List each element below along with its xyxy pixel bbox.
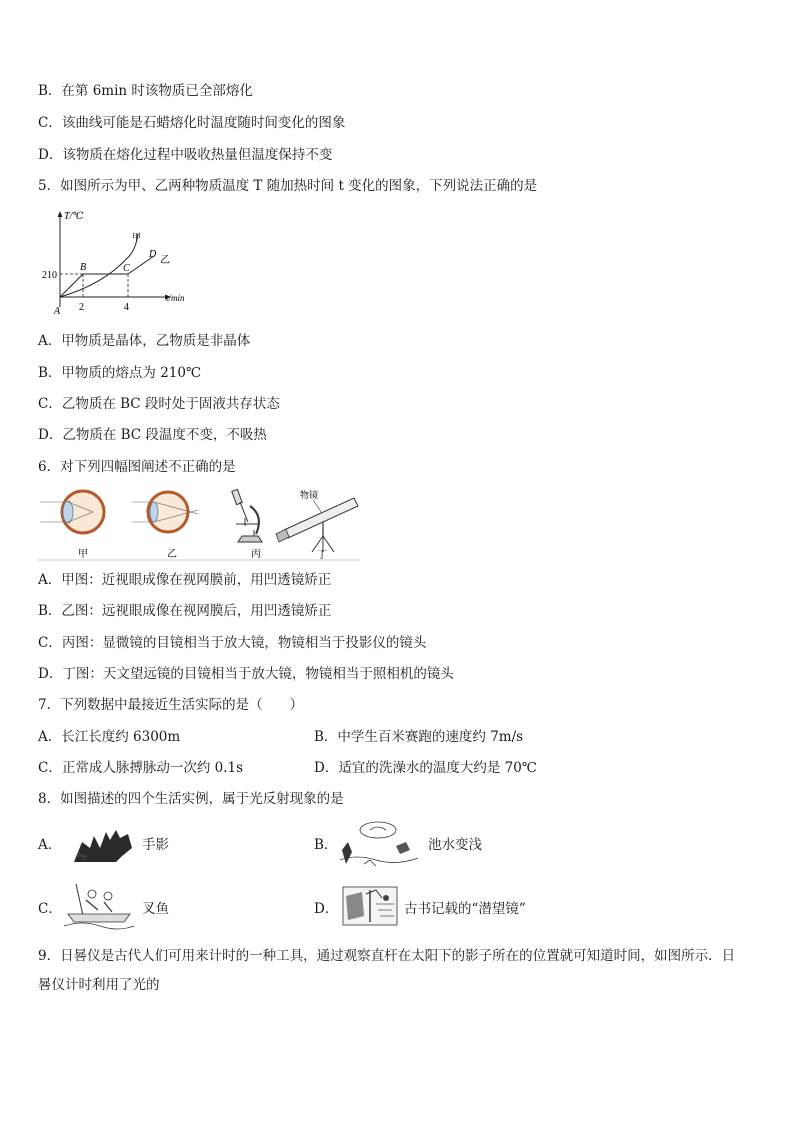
q6-option-a: A．甲图：近视眼成像在视网膜前，用凹透镜矫正: [38, 572, 332, 588]
q5-option-b: B．甲物质的熔点为 210℃: [38, 365, 202, 381]
q4-option-b: B．在第 6min 时该物质已全部熔化: [38, 83, 253, 99]
temperature-time-graph: [36, 204, 196, 316]
q4-option-c: C．该曲线可能是石蜡熔化时温度随时间变化的图象: [38, 115, 346, 131]
objective-lens-label: 物镜: [300, 490, 319, 500]
optics-figure-strip: [38, 486, 362, 562]
q4-option-d: D．该物质在熔化过程中吸收热量但温度保持不变: [38, 147, 333, 163]
hyperopia-eye-icon: [132, 492, 198, 532]
y-axis-label: T/℃: [64, 211, 84, 222]
q8-option-a-text: 手影: [142, 837, 169, 853]
point-a-label: A: [54, 306, 61, 316]
q7-option-a: A．长江长度约 6300m: [38, 729, 181, 745]
q8-option-d-text: 古书记载的“潜望镜”: [404, 901, 526, 917]
spear-fishing-picture-icon: [62, 880, 136, 930]
hand-shadow-picture-icon: [72, 826, 136, 864]
q5-stem: 5．如图所示为甲、乙两种物质温度 T 随加热时间 t 变化的图象，下列说法正确的是: [38, 178, 538, 194]
telescope-icon: [276, 489, 358, 552]
q9-stem-line1: 9．日晷仪是古代人们可用来计时的一种工具，通过观察直杆在太阳下的影子所在的位置就可知道时间，如图所示．日: [38, 948, 736, 964]
myopia-eye-icon: [40, 491, 104, 533]
q5-option-d: D．乙物质在 BC 段温度不变，不吸热: [38, 427, 267, 443]
x-tick-4: 4: [124, 302, 129, 313]
q5-option-a: A．甲物质是晶体，乙物质是非晶体: [38, 333, 251, 349]
microscope-icon: [232, 489, 262, 542]
pool-water-picture-icon: [336, 820, 422, 868]
q8-option-b-text: 池水变浅: [428, 837, 482, 853]
q7-option-d: D．适宜的洗澡水的温度大约是 70℃: [314, 760, 537, 776]
q6-stem: 6．对下列四幅图阐述不正确的是: [38, 459, 236, 475]
q8-option-c-letter: C．: [38, 901, 62, 917]
point-d-label: D: [149, 249, 157, 260]
q8-option-a-letter: A．: [38, 837, 62, 853]
series-yi-label: 乙: [160, 255, 170, 266]
fig6-label-yi: 乙: [167, 549, 177, 560]
fig6-label-ding: 丁: [317, 550, 327, 561]
q6-option-d: D．丁图：天文望远镜的目镜相当于放大镜，物镜相当于照相机的镜头: [38, 666, 454, 682]
q8-option-d-letter: D．: [314, 901, 339, 917]
ancient-periscope-picture-icon: [342, 886, 398, 926]
fig6-label-bing: 丙: [251, 549, 261, 560]
fig6-label-jia: 甲: [78, 549, 88, 560]
q6-option-c: C．丙图：显微镜的目镜相当于放大镜，物镜相当于投影仪的镜头: [38, 635, 427, 651]
series-jia-label: 甲: [132, 232, 142, 242]
q7-stem: 7．下列数据中最接近生活实际的是（ ）: [38, 697, 304, 713]
x-axis-label: t/min: [166, 293, 185, 303]
q5-option-c: C．乙物质在 BC 段时处于固液共存状态: [38, 396, 280, 412]
q9-stem-line2: 晷仪计时利用了光的: [38, 977, 160, 993]
point-b-label: B: [80, 262, 87, 273]
q8-option-b-letter: B．: [314, 837, 338, 853]
q6-option-b: B．乙图：远视眼成像在视网膜后，用凹透镜矫正: [38, 603, 332, 619]
q8-stem: 8．如图描述的四个生活实例，属于光反射现象的是: [38, 791, 344, 807]
x-tick-2: 2: [79, 302, 84, 313]
q7-option-c: C．正常成人脉搏脉动一次约 0.1s: [38, 760, 244, 776]
q8-option-c-text: 叉鱼: [142, 901, 169, 917]
point-c-label: C: [123, 263, 130, 274]
q7-option-b: B．中学生百米赛跑的速度约 7m/s: [314, 729, 524, 745]
y-tick-210: 210: [42, 270, 57, 281]
